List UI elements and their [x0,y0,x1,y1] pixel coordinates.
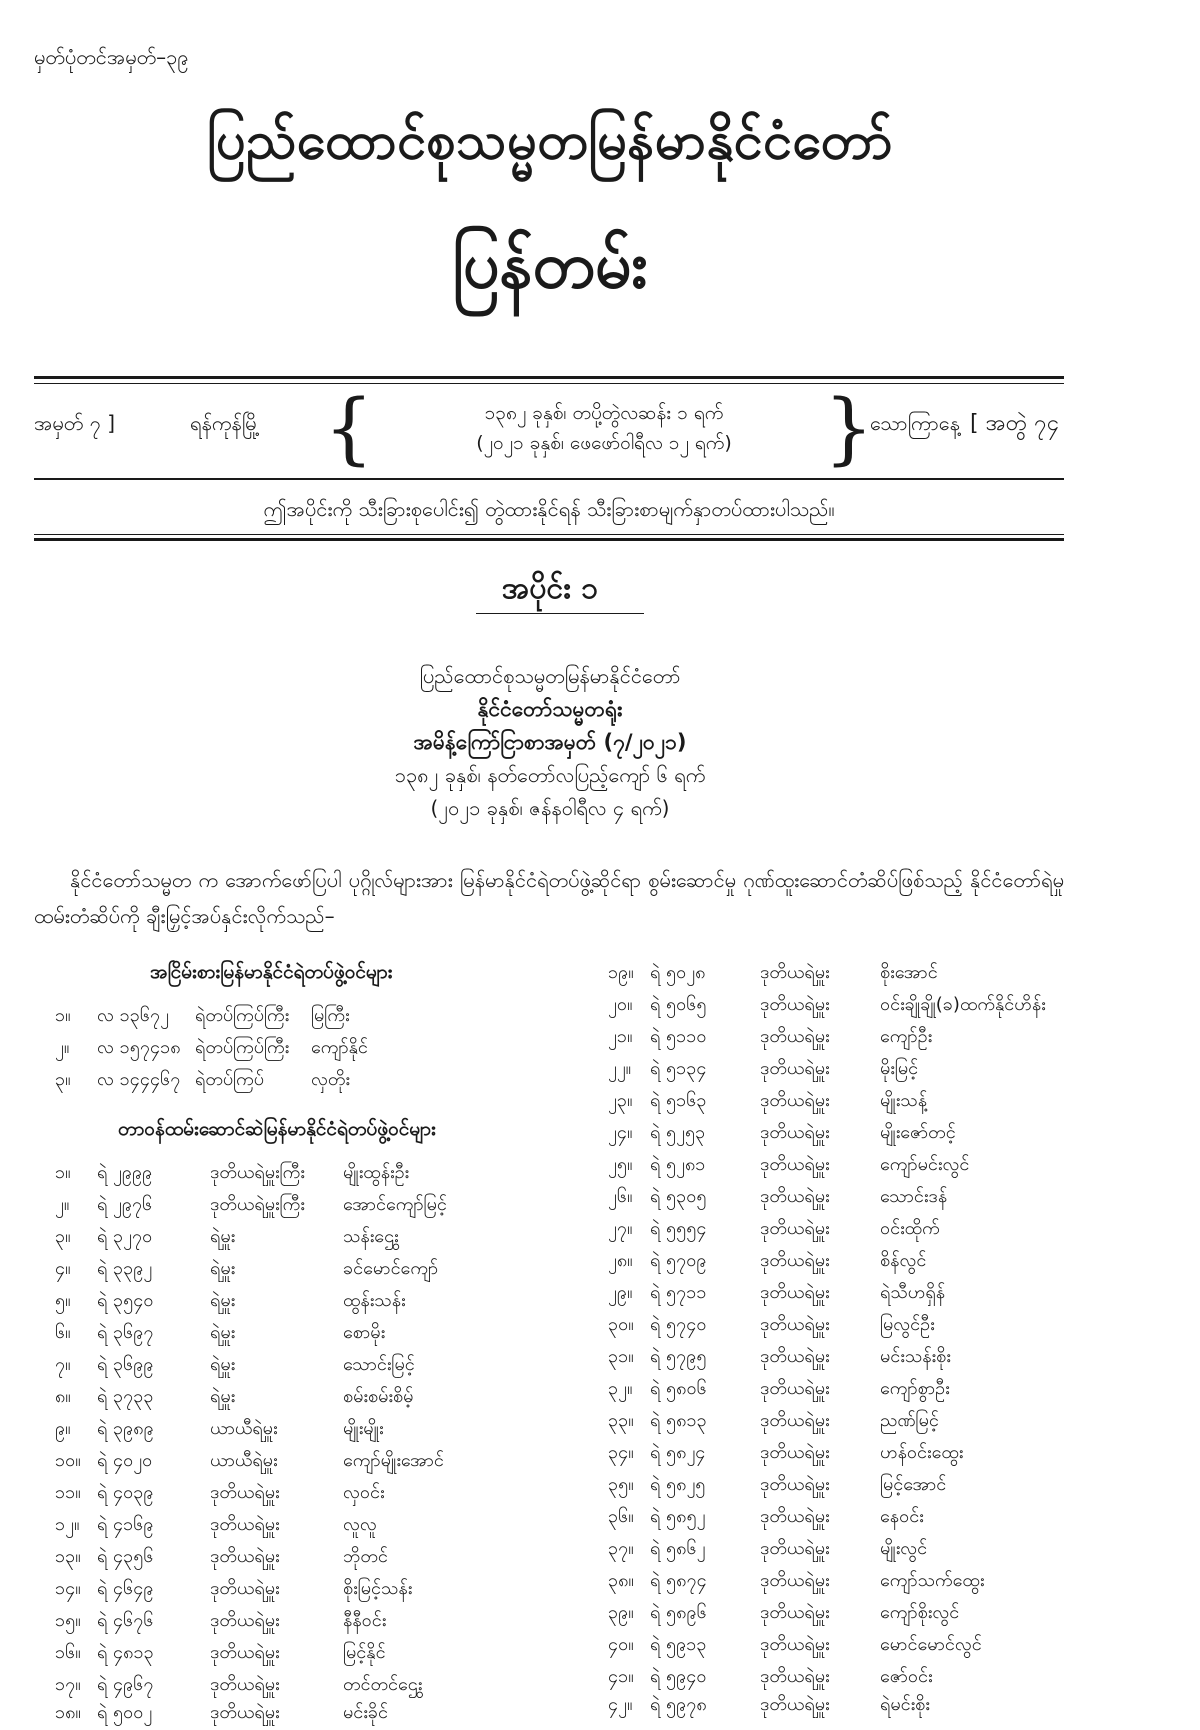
row-number: ၁၆။ [55,1642,81,1663]
order-number: အမိန့်ကြော်ငြာစာအမှတ် (၇/၂၀၂၁) [413,730,687,754]
row-name: ကျော်ဦး [880,1026,933,1047]
issue-weekday: သောကြာနေ့ [870,411,960,435]
row-rank: ဒုတိယရဲမှူး [210,1482,280,1503]
row-name: စိန်လွင် [880,1250,927,1271]
table-row [55,1700,595,1730]
row-rank: ရဲတပ်ကြပ်ကြီး [195,1037,290,1058]
row-name: မင်းခိုင် [343,1702,388,1723]
issue-volume: [ အတွဲ ၇၄ [970,411,1059,436]
table-row [608,960,1168,990]
part-label: အပိုင်း ၁ [501,571,599,606]
table-row [55,1416,595,1446]
registration-number: မှတ်ပုံတင်အမှတ်–၃၉ [34,45,189,69]
row-number: ၁။ [55,1005,71,1026]
row-number: ၁၉။ [608,962,634,983]
left-brace: { [324,384,374,474]
row-id: ရဲ ၃၃၉၂ [97,1258,153,1279]
row-id: ရဲ ၅၇၄၀ [650,1314,707,1335]
row-rank: ဒုတိယရဲမှူး [210,1642,280,1663]
row-number: ၂။ [55,1037,70,1058]
row-id: ရဲ ၅၅၅၄ [650,1218,707,1239]
row-number: ၂၇။ [608,1218,633,1239]
row-name: သောင်းမြင့် [343,1354,415,1375]
row-name: စိုးအောင် [880,962,938,983]
row-number: ၃၂။ [608,1378,633,1399]
order-date-gregorian: (၂၀၂၁ ခုနှစ်၊ ဇန်နဝါရီလ ၄ ရက်) [430,796,670,820]
table-row [55,1288,595,1318]
row-name: လူလူ [343,1514,377,1535]
top-rule-thin [34,383,1064,384]
row-name: ညဏ်မြင့် [880,1410,939,1431]
row-name: မင်းသန်းစိုး [880,1346,951,1367]
row-name: ခင်မောင်ကျော် [343,1258,439,1279]
row-id: ရဲ ၅၀၆၅ [650,994,707,1015]
row-name: လှတိုး [311,1069,350,1090]
row-id: လ ၁၄၄၄၆၇ [97,1069,181,1090]
table-row [608,1472,1168,1502]
row-rank: ဒုတိယရဲမှူး [760,1314,830,1335]
table-row [55,1224,595,1254]
row-name: မျိုးလွင် [880,1538,928,1559]
table-row [608,1440,1168,1470]
issue-dates [384,398,824,458]
row-id: ရဲ ၅၃၀၅ [650,1186,707,1207]
row-id: ရဲ ၅၈၀၆ [650,1378,707,1399]
row-name: ဟန်ဝင်းထွေး [880,1442,964,1463]
row-rank: ဒုတိယရဲမှူး [760,1250,830,1271]
row-rank: ဒုတိယရဲမှူး [760,994,830,1015]
table-row [608,1312,1168,1342]
row-name: သန်းဌွေး [343,1226,399,1247]
row-id: ရဲ ၅၂၈၁ [650,1154,706,1175]
table-row [608,992,1168,1022]
row-rank: ဒုတိယရဲမှူး [760,1474,830,1495]
table-row [608,1568,1168,1598]
row-id: ရဲ ၂၉၇၆ [97,1194,153,1215]
row-number: ၂၄။ [608,1122,633,1143]
row-name: စောမိုး [343,1322,386,1343]
row-id: ရဲ ၅၉၄၀ [650,1666,707,1687]
order-heading [0,660,1100,825]
row-number: ၂၈။ [608,1250,633,1271]
row-id: ရဲ ၃၂၇၀ [97,1226,153,1247]
row-id: ရဲ ၅၈၅၂ [650,1506,706,1527]
row-rank: ဒုတိယရဲမှူး [760,1570,830,1591]
row-number: ၃၄။ [608,1442,634,1463]
row-name: ဘိုတင် [343,1546,388,1567]
row-number: ၁။ [55,1162,71,1183]
table-row [55,1608,595,1638]
row-name: စမ်းစမ်းစိမ့် [343,1386,414,1407]
row-name: ရဲသီဟရှိန် [880,1282,946,1303]
row-id: ရဲ ၅၇၀၉ [650,1250,707,1271]
row-name: ကျော်စိုးလွင် [880,1602,960,1623]
row-number: ၂။ [55,1194,70,1215]
row-name: ဝင်းချိုချို(ခ)ထက်နိုင်ဟိန်း [880,994,1046,1015]
row-id: ရဲ ၄၀၃၉ [97,1482,154,1503]
row-name: ထွန်းသန်း [343,1290,406,1311]
row-id: ရဲ ၅၀၂၈ [650,962,706,983]
row-name: ကျော်နိုင် [311,1037,368,1058]
row-rank: ရဲမှူး [210,1386,236,1407]
row-name: နီနီဝင်း [343,1610,387,1631]
row-name: မျိုးမျိုး [343,1418,384,1439]
right-brace: } [824,384,874,474]
row-number: ၁၄။ [55,1578,81,1599]
row-rank: ဒုတိယရဲမှူး [760,1090,830,1111]
row-name: နေဝင်း [880,1506,924,1527]
issue-date-myanmar: ၁၃၈၂ ခုနှစ်၊ တပို့တွဲလဆန်း ၁ ရက် [484,402,724,424]
table-row [55,1672,595,1702]
notice-text: ဤအပိုင်းကို သီးခြားစုပေါင်း၍ တွဲထားနိုင်ရန် သီးခြားစာမျက်နှာတပ်ထားပါသည်။ [263,497,835,521]
row-rank: ဒုတိယရဲမှူး [210,1578,280,1599]
table-row [608,1664,1168,1694]
row-id: ရဲ ၅၉၇၈ [650,1694,707,1715]
row-name: တင်တင်ဌွေး [343,1674,423,1695]
table-row [608,1184,1168,1214]
top-rule-thick [34,376,1064,379]
row-number: ၃၆။ [608,1506,634,1527]
issue-info-row [34,384,1064,474]
table-row [55,1003,595,1033]
row-name: ကျော်မင်းလွင် [880,1154,970,1175]
row-rank: ဒုတိယရဲမှူး [760,1346,830,1367]
row-rank: ဒုတိယရဲမှူး [210,1610,280,1631]
issue-number: အမှတ် ၇ ] [34,411,116,435]
row-name: မြလွင်ဦး [880,1314,935,1335]
table-row [55,1480,595,1510]
table-row [55,1192,595,1222]
row-name: ကျော်မျိုးအောင် [343,1450,444,1471]
table-row [55,1067,595,1097]
row-id: ရဲ ၅၈၉၆ [650,1602,707,1623]
row-name: မြင့်နိုင် [343,1642,386,1663]
row-rank: ဒုတိယရဲမှူး [210,1702,280,1723]
row-id: ရဲ ၄၉၆၇ [97,1674,154,1695]
row-name: အောင်ကျော်မြင့် [343,1194,447,1215]
row-name: ကျော်စွာဦး [880,1378,950,1399]
row-id: ရဲ ၅၉၁၃ [650,1634,707,1655]
row-rank: ဒုတိယရဲမှူး [760,1122,830,1143]
row-id: ရဲ ၅၀၀၂ [97,1702,153,1723]
row-number: ၆။ [55,1322,71,1343]
row-name: မျိုးသန့် [880,1090,928,1111]
table-row [55,1035,595,1065]
table-row [608,1600,1168,1630]
row-rank: ရဲမှူး [210,1322,236,1343]
issue-date-gregorian: (၂၀၂၁ ခုနှစ်၊ ဖေဖော်ဝါရီလ ၁၂ ရက်) [476,432,732,454]
row-rank: ဒုတိယရဲမှူး [760,1666,830,1687]
row-name: မောင်မောင်လွင် [880,1634,982,1655]
table-row [55,1320,595,1350]
table-row [608,1376,1168,1406]
row-id: ရဲ ၅၁၁၀ [650,1026,707,1047]
row-rank: ဒုတိယရဲမှူး [760,1378,830,1399]
row-number: ၄။ [55,1258,71,1279]
row-number: ၁၈။ [55,1702,81,1723]
row-id: ရဲ ၄၃၅၆ [97,1546,154,1567]
row-id: ရဲ ၄၆၇၆ [97,1610,154,1631]
bottom-rule-thin [34,534,1064,535]
row-id: လ ၁၅၇၄၁၈ [97,1037,181,1058]
row-name: ကျော်သက်ထွေး [880,1570,985,1591]
table-row [608,1120,1168,1150]
row-id: ရဲ ၅၇၉၅ [650,1346,707,1367]
row-id: ရဲ ၄၆၄၉ [97,1578,154,1599]
row-id: ရဲ ၅၇၁၁ [650,1282,707,1303]
row-rank: ဒုတိယရဲမှူး [210,1514,280,1535]
table-row [608,1504,1168,1534]
row-id: ရဲ ၅၁၃၄ [650,1058,707,1079]
row-rank: ဒုတိယရဲမှူး [760,1506,830,1527]
row-rank: ဒုတိယရဲမှူး [210,1674,280,1695]
row-id: ရဲ ၅၈၂၅ [650,1474,706,1495]
row-id: ရဲ ၃၇၃၃ [97,1386,154,1407]
row-id: ရဲ ၅၈၆၂ [650,1538,706,1559]
table-row [608,1280,1168,1310]
row-number: ၃။ [55,1069,71,1090]
row-rank: ဒုတိယရဲမှူး [760,1058,830,1079]
issue-city: ရန်ကုန်မြို့ [190,411,260,435]
row-rank: ဒုတိယရဲမှူး [760,1282,830,1303]
section-heading-serving: တာဝန်ထမ်းဆောင်ဆဲမြန်မာနိုင်ငံရဲတပ်ဖွဲ့ဝင်များ [118,1118,436,1140]
row-number: ၉။ [55,1418,71,1439]
row-id: ရဲ ၃၅၄၀ [97,1290,154,1311]
row-name: မြကြီး [311,1005,350,1026]
row-number: ၃၇။ [608,1538,634,1559]
row-rank: ယာယီရဲမှူး [210,1450,278,1471]
table-row [608,1248,1168,1278]
row-name: ဇော်ဝင်း [880,1666,933,1687]
row-number: ၄၀။ [608,1634,634,1655]
row-rank: ဒုတိယရဲမှူး [760,1634,830,1655]
table-row [608,1056,1168,1086]
row-rank: ရဲတပ်ကြပ်ကြီး [195,1005,290,1026]
row-number: ၂၃။ [608,1090,633,1111]
row-name: မြင့်အောင် [880,1474,947,1495]
row-number: ၁၀။ [55,1450,81,1471]
row-name: ဝင်းထိုက် [880,1218,940,1239]
row-number: ၃၈။ [608,1570,634,1591]
middle-rule [34,478,1064,480]
row-id: ရဲ ၃၆၉၇ [97,1322,154,1343]
order-office: နိုင်ငံတော်သမ္မတရုံး [477,697,623,721]
row-number: ၁၅။ [55,1610,81,1631]
table-row [55,1640,595,1670]
row-id: ရဲ ၄၈၁၃ [97,1642,154,1663]
table-row [608,1152,1168,1182]
row-rank: ဒုတိယရဲမှူး [760,1538,830,1559]
row-number: ၃၀။ [608,1314,634,1335]
row-rank: ဒုတိယရဲမှူးကြီး [210,1162,305,1183]
row-id: ရဲ ၅၈၁၃ [650,1410,707,1431]
table-row [608,1024,1168,1054]
row-number: ၂၆။ [608,1186,633,1207]
table-row [608,1216,1168,1246]
table-row [55,1544,595,1574]
table-row [55,1160,595,1190]
row-number: ၁၃။ [55,1546,81,1567]
row-rank: ဒုတိယရဲမှူး [210,1546,280,1567]
row-id: ရဲ ၃၉၈၉ [97,1418,154,1439]
row-rank: ဒုတိယရဲမှူး [760,1026,830,1047]
table-row [55,1448,595,1478]
row-id: ရဲ ၄၀၂၀ [97,1450,153,1471]
part-underline [476,613,644,614]
row-rank: ရဲတပ်ကြပ် [195,1069,265,1090]
row-rank: ရဲမှူး [210,1226,236,1247]
row-number: ၃၁။ [608,1346,634,1367]
row-number: ၂၁။ [608,1026,633,1047]
table-row [608,1536,1168,1566]
table-row [608,1632,1168,1662]
row-name: ရဲမင်းစိုး [880,1694,930,1715]
row-rank: ရဲမှူး [210,1354,236,1375]
table-row [55,1256,595,1286]
row-id: ရဲ ၃၆၉၉ [97,1354,154,1375]
section-heading-retired: အငြိမ်းစားမြန်မာနိုင်ငံရဲတပ်ဖွဲ့ဝင်များ [150,961,393,983]
table-row [608,1344,1168,1374]
row-name: မျိုးဇော်တင့် [880,1122,956,1143]
row-number: ၁၂။ [55,1514,80,1535]
table-row [55,1352,595,1382]
row-number: ၄၁။ [608,1666,634,1687]
row-number: ၂၉။ [608,1282,633,1303]
row-id: ရဲ ၅၈၂၄ [650,1442,706,1463]
order-date-myanmar: ၁၃၈၂ ခုနှစ်၊ နတ်တော်လပြည့်ကျော် ၆ ရက် [394,763,706,787]
gazette-title: ပြည်ထောင်စုသမ္မတမြန်မာနိုင်ငံတော် [207,111,893,171]
row-number: ၃၉။ [608,1602,634,1623]
row-number: ၄၂။ [608,1694,633,1715]
table-row [55,1384,595,1414]
gazette-subtitle: ပြန်တမ်း [452,229,648,303]
row-id: ရဲ ၅၈၇၄ [650,1570,707,1591]
row-id: လ ၁၃၆၇၂ [97,1005,169,1026]
row-rank: ဒုတိယရဲမှူး [760,1442,830,1463]
row-name: မိုးမြင့် [880,1058,919,1079]
row-number: ၂၀။ [608,994,633,1015]
table-row [55,1512,595,1542]
row-number: ၃၃။ [608,1410,634,1431]
order-body: နိုင်ငံတော်သမ္မတ က အောက်ဖော်ပြပါ ပုဂ္ဂိုလ်များအား မြန်မာနိုင်ငံရဲတပ်ဖွဲ့ဆိုင်ရာ စွမ်းဆောင်မှု ဂုဏ်ထူးဆောင်တံဆိပ်ဖြစ်သည့် နိုင်ငံတော်ရဲမှုထမ်းတံဆိပ်ကို ချီးမြှင့်အပ်နှင်းလိုက်သည်– [34,868,1064,928]
row-rank: ဒုတိယရဲမှူး [760,1410,830,1431]
row-number: ၃။ [55,1226,71,1247]
row-rank: ဒုတိယရဲမှူး [760,1602,830,1623]
table-row [608,1088,1168,1118]
row-number: ၇။ [55,1354,71,1375]
row-number: ၁၁။ [55,1482,81,1503]
row-name: သောင်းဒန် [880,1186,948,1207]
row-rank: ဒုတိယရဲမှူး [760,962,830,983]
row-name: စိုးမြင့်သန်း [343,1578,413,1599]
row-rank: ရဲမှူး [210,1290,236,1311]
row-number: ၂၂။ [608,1058,632,1079]
row-rank: ဒုတိယရဲမှူး [760,1186,830,1207]
row-id: ရဲ ၅၁၆၃ [650,1090,707,1111]
row-id: ရဲ ၂၉၉၉ [97,1162,153,1183]
bottom-rule-thick [34,538,1064,541]
row-rank: ဒုတိယရဲမှူးကြီး [210,1194,305,1215]
row-id: ရဲ ၄၁၆၉ [97,1514,154,1535]
row-rank: ဒုတိယရဲမှူး [760,1694,830,1715]
table-row [608,1408,1168,1438]
row-rank: ယာယီရဲမှူး [210,1418,278,1439]
order-union: ပြည်ထောင်စုသမ္မတမြန်မာနိုင်ငံတော် [419,664,681,688]
row-number: ၃၅။ [608,1474,634,1495]
row-number: ၂၅။ [608,1154,633,1175]
table-row [55,1576,595,1606]
row-rank: ရဲမှူး [210,1258,236,1279]
row-number: ၈။ [55,1386,71,1407]
row-number: ၁၇။ [55,1674,81,1695]
row-name: လှဝင်း [343,1482,385,1503]
row-rank: ဒုတိယရဲမှူး [760,1218,830,1239]
row-number: ၅။ [55,1290,71,1311]
row-name: မျိုးထွန်းဦး [343,1162,410,1183]
row-rank: ဒုတိယရဲမှူး [760,1154,830,1175]
row-id: ရဲ ၅၂၅၃ [650,1122,706,1143]
table-row [608,1692,1168,1722]
